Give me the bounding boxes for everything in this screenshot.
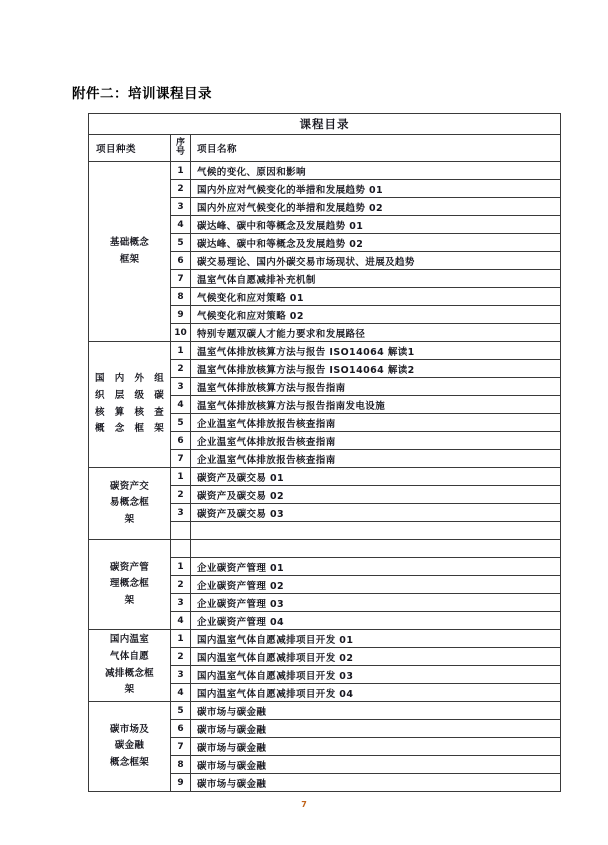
row-number-cell: 4 <box>171 216 191 234</box>
row-number-cell: 2 <box>171 648 191 666</box>
row-name-cell <box>191 522 561 540</box>
row-number-cell: 6 <box>171 252 191 270</box>
row-number-cell: 3 <box>171 198 191 216</box>
column-header-number-char-1: 序 <box>175 137 185 148</box>
table-caption-row <box>89 114 561 135</box>
row-name-cell: 温室气体排放核算方法与报告指南 <box>191 378 561 396</box>
category-line: 织层级碳 <box>95 389 164 401</box>
page-title: 附件二：培训课程目录 <box>72 86 212 102</box>
row-number-cell: 3 <box>171 666 191 684</box>
row-name-cell: 温室气体自愿减排补充机制 <box>191 270 561 288</box>
table-row <box>89 342 561 360</box>
row-name-cell: 温室气体排放核算方法与报告 ISO14064 解读2 <box>191 360 561 378</box>
row-number-cell: 1 <box>171 630 191 648</box>
category-cell <box>89 702 171 792</box>
row-number-cell: 4 <box>171 612 191 630</box>
row-number-cell <box>171 522 191 540</box>
row-number-cell: 3 <box>171 504 191 522</box>
row-name-cell: 碳市场与碳金融 <box>191 756 561 774</box>
table-row <box>89 162 561 180</box>
row-name-cell: 企业温室气体排放报告核查指南 <box>191 450 561 468</box>
category-cell <box>89 630 171 702</box>
row-name-cell: 国内温室气体自愿减排项目开发 03 <box>191 666 561 684</box>
category-cell <box>89 342 171 468</box>
table-row <box>89 702 561 720</box>
category-line: 国内外组 <box>95 373 164 385</box>
row-name-cell: 国内外应对气候变化的举措和发展趋势 01 <box>191 180 561 198</box>
row-name-cell: 国内温室气体自愿减排项目开发 02 <box>191 648 561 666</box>
row-name-cell: 碳达峰、碳中和等概念及发展趋势 01 <box>191 216 561 234</box>
row-number-cell: 2 <box>171 576 191 594</box>
table-row <box>89 468 561 486</box>
row-number-cell: 4 <box>171 396 191 414</box>
row-name-cell: 企业碳资产管理 02 <box>191 576 561 594</box>
row-number-cell: 10 <box>171 324 191 342</box>
row-number-cell: 9 <box>171 306 191 324</box>
category-line: 概念框架 <box>95 423 164 435</box>
category-line: 碳资产管 <box>109 561 150 573</box>
column-header-number-char-2: 号 <box>175 147 185 157</box>
row-number-cell: 2 <box>171 180 191 198</box>
category-line: 架 <box>124 594 135 606</box>
row-name-cell: 气候变化和应对策略 01 <box>191 288 561 306</box>
row-number-cell: 6 <box>171 432 191 450</box>
category-line: 架 <box>124 684 135 696</box>
row-number-cell <box>171 540 191 558</box>
category-cell <box>89 162 171 342</box>
row-name-cell: 碳交易理论、国内外碳交易市场现状、进展及趋势 <box>191 252 561 270</box>
category-line: 气体自愿 <box>109 650 150 662</box>
row-number-cell: 7 <box>171 270 191 288</box>
column-header-name: 项目名称 <box>191 135 561 162</box>
course-catalog-table-wrapper <box>88 113 560 792</box>
row-number-cell: 5 <box>171 702 191 720</box>
row-name-cell: 碳市场与碳金融 <box>191 738 561 756</box>
row-name-cell: 企业温室气体排放报告核查指南 <box>191 414 561 432</box>
table-header-row <box>89 135 561 162</box>
course-catalog-table <box>88 113 561 792</box>
row-number-cell: 1 <box>171 468 191 486</box>
category-line: 概念框架 <box>109 756 150 768</box>
column-header-number <box>171 135 191 162</box>
row-name-cell: 碳资产及碳交易 01 <box>191 468 561 486</box>
row-name-cell: 温室气体排放核算方法与报告指南发电设施 <box>191 396 561 414</box>
row-name-cell: 碳达峰、碳中和等概念及发展趋势 02 <box>191 234 561 252</box>
row-number-cell: 1 <box>171 558 191 576</box>
column-header-category: 项目种类 <box>89 135 171 162</box>
category-line: 核算核查 <box>95 406 164 418</box>
row-name-cell: 气候变化和应对策略 02 <box>191 306 561 324</box>
row-number-cell: 8 <box>171 288 191 306</box>
row-number-cell: 3 <box>171 594 191 612</box>
row-name-cell: 碳资产及碳交易 03 <box>191 504 561 522</box>
row-name-cell <box>191 540 561 558</box>
row-number-cell: 3 <box>171 378 191 396</box>
category-line: 碳市场及 <box>109 723 150 735</box>
row-name-cell: 碳市场与碳金融 <box>191 774 561 792</box>
row-number-cell: 4 <box>171 684 191 702</box>
category-line: 国内温室 <box>109 634 150 646</box>
row-name-cell: 企业碳资产管理 04 <box>191 612 561 630</box>
row-name-cell: 气候的变化、原因和影响 <box>191 162 561 180</box>
page-number: 7 <box>301 800 307 809</box>
row-number-cell: 2 <box>171 360 191 378</box>
category-cell <box>89 468 171 540</box>
table-row <box>89 540 561 558</box>
category-line: 理概念框 <box>109 578 150 590</box>
row-number-cell: 8 <box>171 756 191 774</box>
category-line: 框架 <box>119 253 140 265</box>
category-line: 易概念框 <box>109 497 150 509</box>
row-name-cell: 企业碳资产管理 01 <box>191 558 561 576</box>
table-caption: 课程目录 <box>89 114 561 135</box>
row-name-cell: 碳市场与碳金融 <box>191 702 561 720</box>
table-body <box>89 114 561 792</box>
row-number-cell: 5 <box>171 414 191 432</box>
row-name-cell: 国内温室气体自愿减排项目开发 04 <box>191 684 561 702</box>
row-number-cell: 1 <box>171 162 191 180</box>
row-number-cell: 9 <box>171 774 191 792</box>
row-name-cell: 企业碳资产管理 03 <box>191 594 561 612</box>
row-number-cell: 1 <box>171 342 191 360</box>
row-number-cell: 7 <box>171 450 191 468</box>
row-number-cell: 2 <box>171 486 191 504</box>
category-line: 碳金融 <box>114 740 145 752</box>
row-name-cell: 特别专题双碳人才能力要求和发展路径 <box>191 324 561 342</box>
category-line: 减排概念框 <box>104 667 154 679</box>
row-name-cell: 温室气体排放核算方法与报告 ISO14064 解读1 <box>191 342 561 360</box>
category-line: 架 <box>124 513 135 525</box>
row-name-cell: 企业温室气体排放报告核查指南 <box>191 432 561 450</box>
row-name-cell: 碳资产及碳交易 02 <box>191 486 561 504</box>
row-number-cell: 7 <box>171 738 191 756</box>
row-number-cell: 6 <box>171 720 191 738</box>
category-cell <box>89 540 171 630</box>
category-line: 基础概念 <box>109 236 150 248</box>
row-name-cell: 国内外应对气候变化的举措和发展趋势 02 <box>191 198 561 216</box>
category-line: 碳资产交 <box>109 480 150 492</box>
row-name-cell: 碳市场与碳金融 <box>191 720 561 738</box>
row-number-cell: 5 <box>171 234 191 252</box>
row-name-cell: 国内温室气体自愿减排项目开发 01 <box>191 630 561 648</box>
table-row <box>89 630 561 648</box>
